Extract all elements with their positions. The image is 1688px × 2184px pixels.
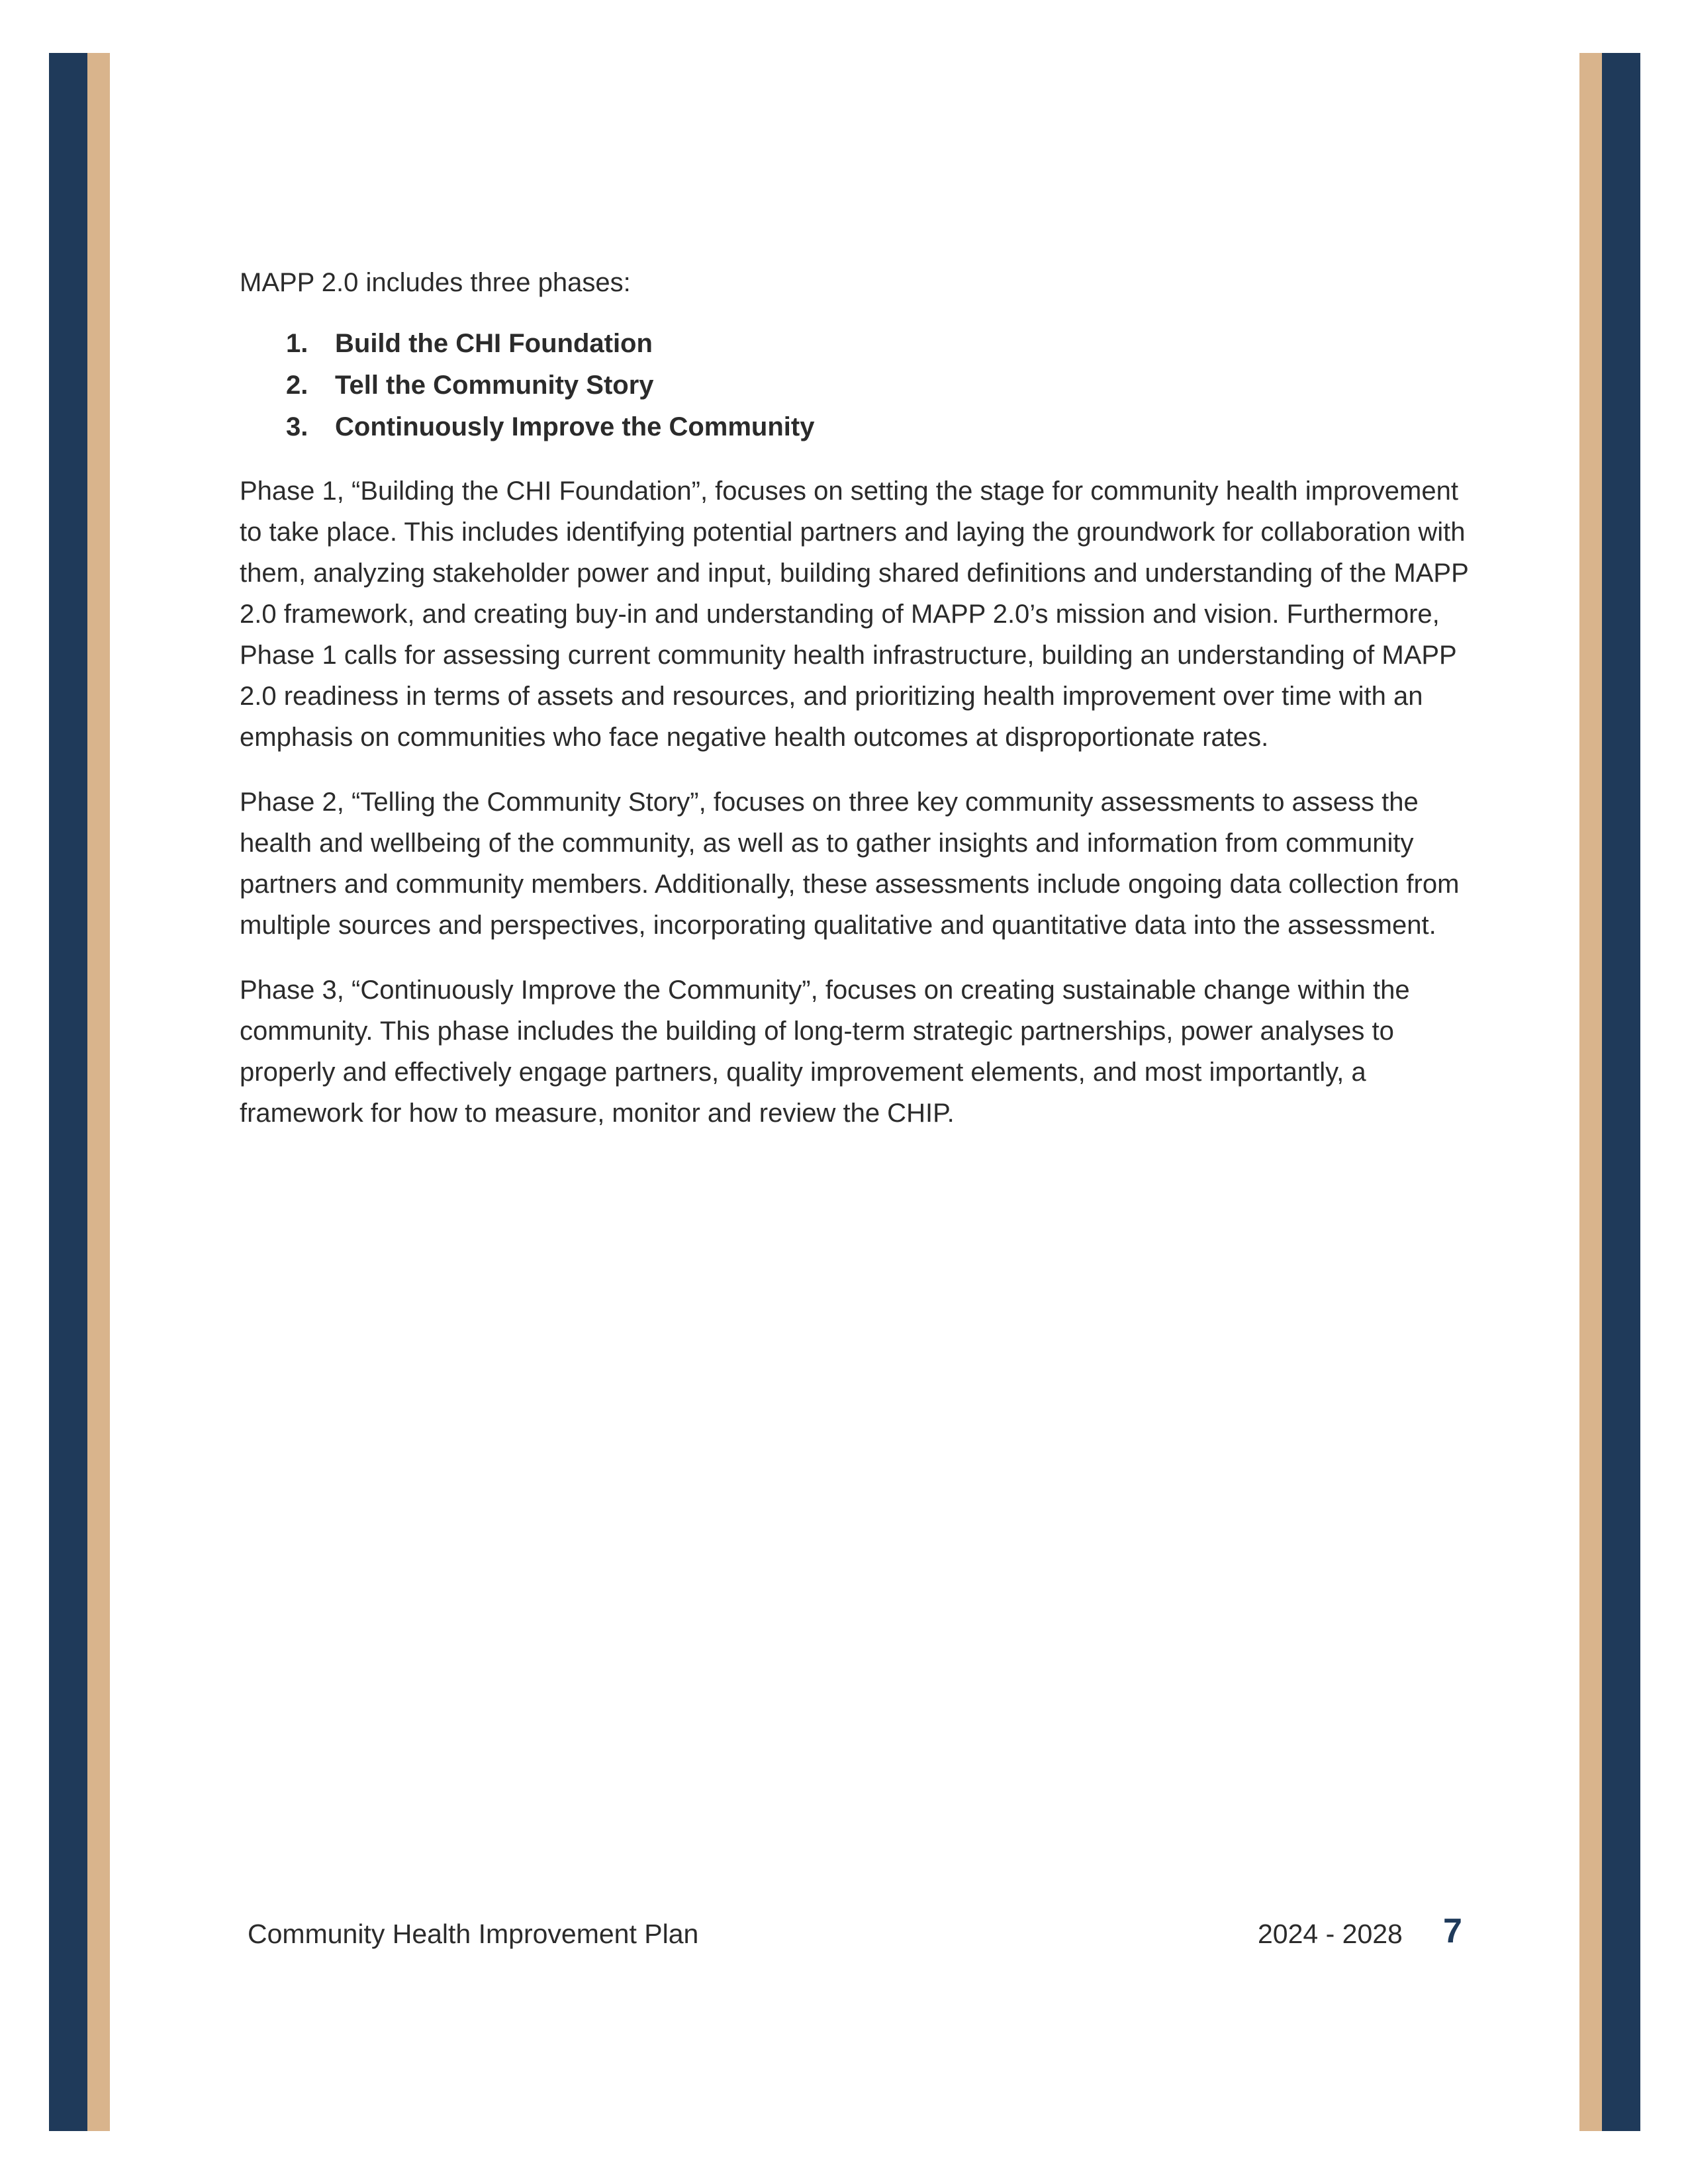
phase-list-item [240, 406, 1471, 448]
phase-3-paragraph: Phase 3, “Continuously Improve the Community”, focuses on creating sustainable change within the community. This phase includes the building of long-term strategic partnerships, power analyses to properly and effectively engage partners, quality improvement elements, and most importantly, a framework for how to measure, monitor and review the CHIP. [240, 976, 1410, 1128]
phase-number: 2. [286, 371, 308, 400]
page-number: 7 [1443, 1912, 1462, 1950]
left-navy-border [49, 53, 87, 2131]
phase-label: Tell the Community Story [335, 371, 654, 400]
phase-list-item [240, 323, 1471, 365]
right-tan-border [1579, 53, 1602, 2131]
footer-title: Community Health Improvement Plan [248, 1919, 699, 1949]
phase-number: 3. [286, 412, 308, 441]
footer-years: 2024 - 2028 [1258, 1919, 1403, 1949]
phase-list [240, 323, 1471, 448]
phase-2-paragraph: Phase 2, “Telling the Community Story”, focuses on three key community assessments to assess the health and wellbeing of the community, as well as to gather insights and information from community partners and community members. Additionally, these assessments include ongoing data collection from multiple sources and perspectives, incorporating qualitative and quantitative data into the assessment. [240, 788, 1460, 940]
page-body [240, 262, 1471, 1158]
phase-1-paragraph: Phase 1, “Building the CHI Foundation”, focuses on setting the stage for community health improvement to take place. This includes identifying potential partners and laying the groundwork for collaboration with them, analyzing stakeholder power and input, building shared definitions and understanding of the MAPP 2.0 framework, and creating buy-in and understanding of MAPP 2.0’s mission and vision. Furthermore, Phase 1 calls for assessing current community health infrastructure, building an understanding of MAPP 2.0 readiness in terms of assets and resources, and prioritizing health improvement over time with an emphasis on communities who face negative health outcomes at disproportionate rates. [240, 477, 1469, 752]
left-tan-border [87, 53, 110, 2131]
phase-label: Continuously Improve the Community [335, 412, 815, 441]
phase-label: Build the CHI Foundation [335, 329, 653, 358]
phase-list-item [240, 365, 1471, 406]
intro-text: MAPP 2.0 includes three phases: [240, 268, 631, 297]
right-navy-border [1602, 53, 1640, 2131]
phase-number: 1. [286, 329, 308, 358]
